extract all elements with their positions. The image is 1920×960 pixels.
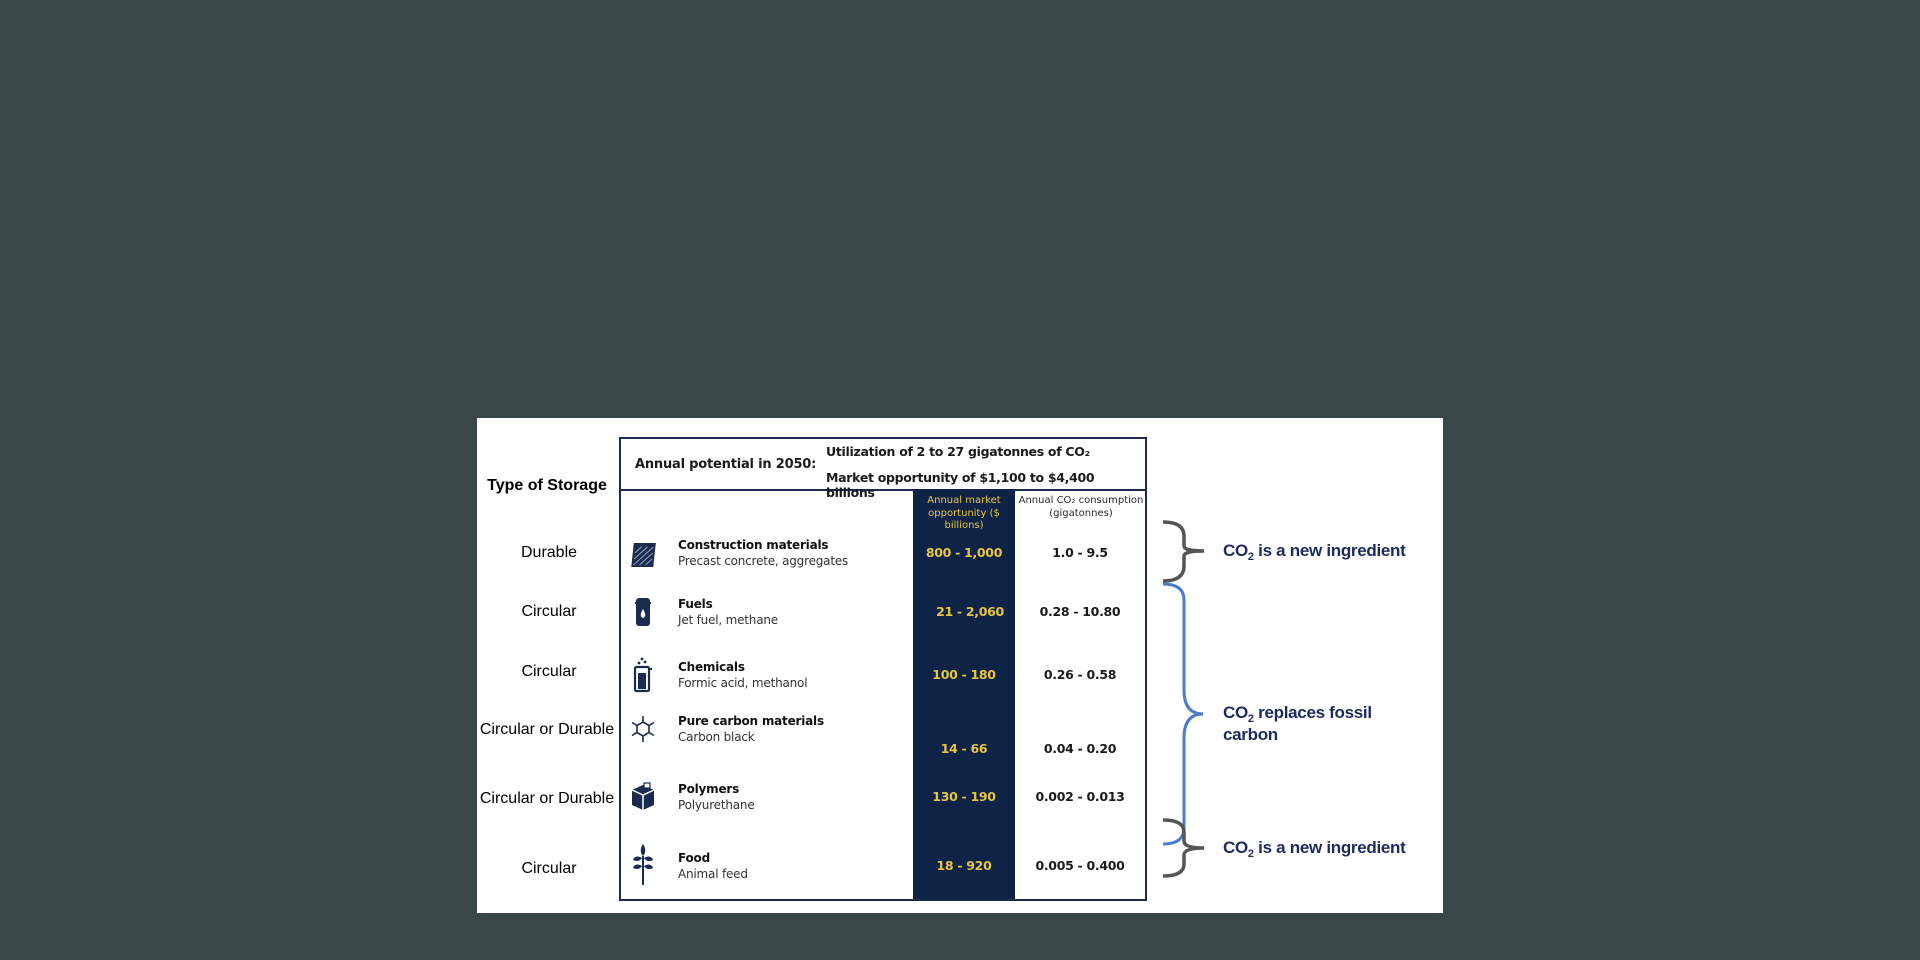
category-name: Polymers [678, 782, 740, 796]
co2-value: 0.04 - 0.20 [1043, 741, 1117, 756]
storage-type-label: Circular or Durable [479, 790, 615, 807]
potential-label: Annual potential in 2050: [635, 457, 817, 472]
wheat-icon [629, 842, 657, 886]
market-value: 100 - 180 [932, 667, 996, 682]
co2-value: 0.28 - 10.80 [1039, 604, 1121, 619]
co2-value: 0.002 - 0.013 [1035, 789, 1125, 804]
market-value: 14 - 66 [940, 741, 988, 756]
grey-brace-top [1163, 522, 1204, 581]
category-examples: Animal feed [678, 867, 748, 881]
market-value: 800 - 1,000 [925, 545, 1003, 560]
market-value: 18 - 920 [936, 858, 992, 873]
market-opportunity-text: Market opportunity of $1,100 to $4,400 billions [826, 470, 1095, 500]
utilization-text: Utilization of 2 to 27 gigatonnes of CO₂ [826, 444, 1090, 459]
category-name: Food [678, 851, 710, 865]
category-name: Construction materials [678, 538, 829, 552]
co2-value: 0.26 - 0.58 [1043, 667, 1117, 682]
storage-type-label: Circular or Durable [479, 721, 615, 738]
chemical-beaker-icon [629, 657, 657, 693]
storage-type-header: Type of Storage [487, 477, 607, 494]
category-examples: Precast concrete, aggregates [678, 554, 849, 568]
category-examples: Polyurethane [678, 798, 755, 812]
annotation-new-ingredient: $CO_2$ is a new ingredient [1223, 838, 1406, 860]
storage-type-label: Circular [521, 663, 577, 680]
annotation-replaces-fossil: $CO_2$ replaces fossil carbon [1223, 703, 1372, 744]
category-examples: Jet fuel, methane [678, 613, 778, 627]
grey-brace-bottom [1163, 820, 1204, 876]
table-header [621, 439, 1145, 500]
co2-column-header: Annual CO₂ consumption (gigatonnes) [1018, 495, 1144, 519]
category-examples: Formic acid, methanol [678, 676, 808, 690]
concrete-block-icon [629, 535, 657, 571]
co2-value: 1.0 - 9.5 [1052, 545, 1108, 560]
blue-brace-fossil [1163, 584, 1203, 844]
co2-value: 0.005 - 0.400 [1035, 858, 1125, 873]
market-value: 130 - 190 [932, 789, 996, 804]
market-column-header: Annual market opportunity ($ billions) [927, 495, 1001, 531]
category-name: Chemicals [678, 660, 745, 674]
category-examples: Carbon black [678, 730, 755, 744]
annotation-new-ingredient: $CO_2$ is a new ingredient [1223, 541, 1406, 563]
storage-type-label: Circular [521, 603, 577, 620]
market-value: 21 - 2,060 [936, 604, 1004, 619]
table-row [621, 782, 1147, 857]
category-name: Pure carbon materials [678, 714, 824, 728]
carbon-crystal-icon [629, 711, 657, 747]
storage-type-label: Circular [521, 860, 577, 877]
infographic-card [477, 418, 1443, 913]
category-name: Fuels [678, 597, 713, 611]
utilization-table [619, 437, 1147, 901]
storage-type-label: Durable [520, 544, 578, 561]
polymer-cube-icon [629, 779, 657, 815]
table-row [621, 851, 1147, 926]
fuel-barrel-icon [629, 594, 657, 630]
table-row [621, 714, 1147, 789]
